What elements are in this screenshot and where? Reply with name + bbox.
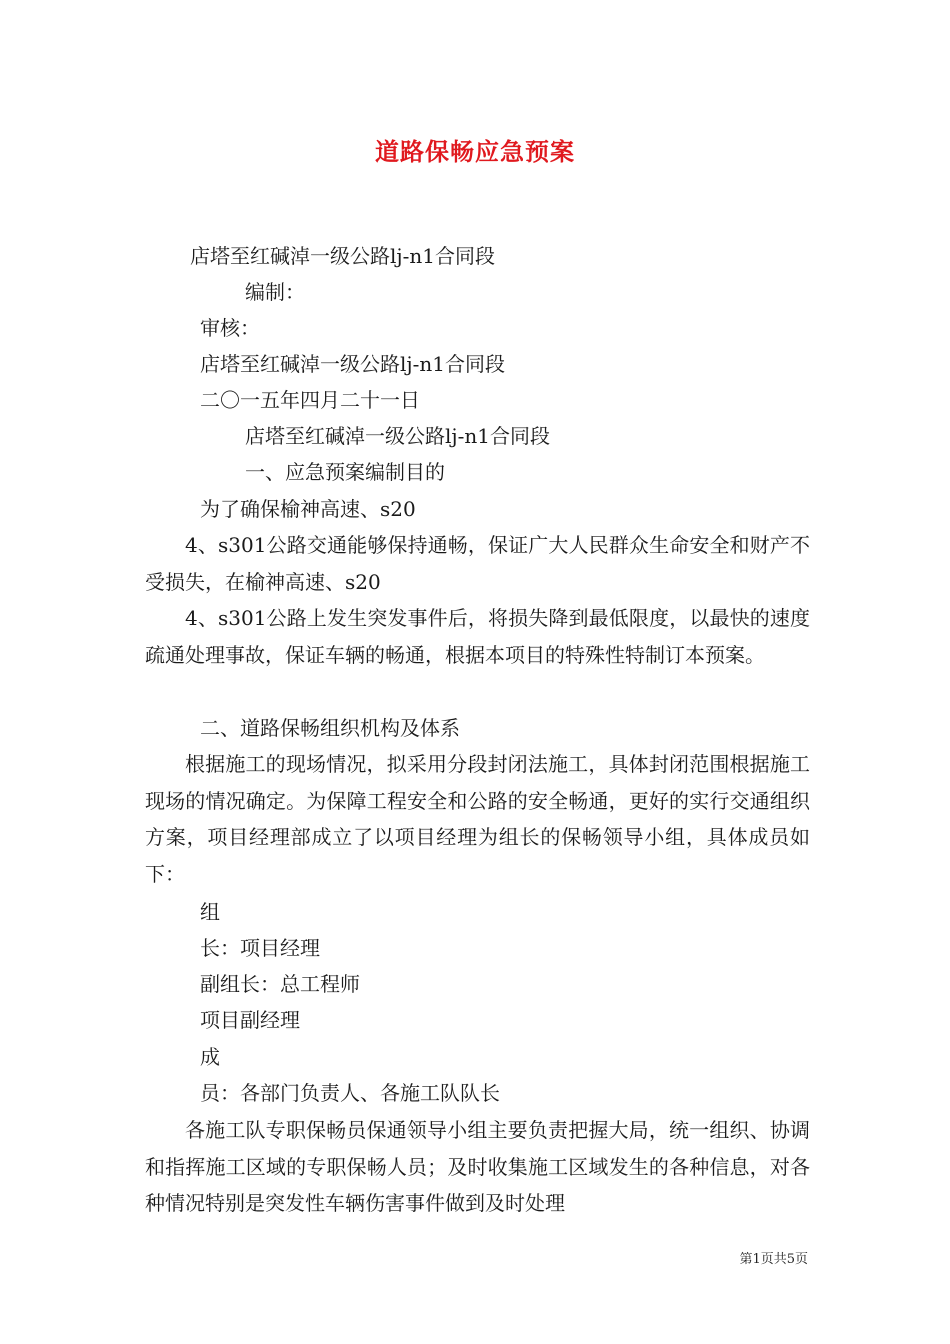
member-line-1: 组 bbox=[200, 900, 220, 924]
contract-section-line-1: 店塔至红碱淖一级公路lj-n1合同段 bbox=[190, 244, 495, 268]
paragraph-1: 4、s301公路交通能够保持通畅，保证广大人民群众生命安全和财产不受损失，在榆神高速、s20 bbox=[145, 533, 810, 594]
document-title: 道路保畅应急预案 bbox=[375, 137, 575, 166]
section-1-heading: 一、应急预案编制目的 bbox=[245, 460, 445, 484]
contract-section-line-3: 店塔至红碱淖一级公路lj-n1合同段 bbox=[245, 424, 550, 448]
compiled-by-label: 编制： bbox=[245, 280, 305, 304]
member-line-2: 长：项目经理 bbox=[200, 936, 320, 960]
purpose-line: 为了确保榆神高速、s20 bbox=[200, 497, 416, 521]
document-date: 二〇一五年四月二十一日 bbox=[200, 388, 420, 412]
paragraph-2: 4、s301公路上发生突发事件后，将损失降到最低限度，以最快的速度疏通处理事故，保证车辆的畅通，根据本项目的特殊性特制订本预案。 bbox=[145, 606, 810, 667]
contract-section-line-2: 店塔至红碱淖一级公路lj-n1合同段 bbox=[200, 352, 505, 376]
member-line-6: 员：各部门负责人、各施工队队长 bbox=[200, 1081, 500, 1105]
reviewed-by-label: 审核： bbox=[200, 316, 260, 340]
paragraph-3: 根据施工的现场情况，拟采用分段封闭法施工，具体封闭范围根据施工现场的情况确定。为保障工程安全和公路的安全畅通，更好的实行交通组织方案，项目经理部成立了以项目经理为组长的保畅领导小组，具体成员如下： bbox=[145, 752, 810, 886]
page-number: 第1页共5页 bbox=[739, 1252, 808, 1267]
member-line-5: 成 bbox=[200, 1045, 220, 1069]
member-line-4: 项目副经理 bbox=[200, 1008, 300, 1032]
section-2-heading: 二、道路保畅组织机构及体系 bbox=[200, 716, 460, 740]
member-line-3: 副组长：总工程师 bbox=[200, 972, 360, 996]
paragraph-4: 各施工队专职保畅员保通领导小组主要负责把握大局，统一组织、协调和指挥施工区域的专职保畅人员；及时收集施工区域发生的各种信息，对各种情况特别是突发性车辆伤害事件做到及时处理 bbox=[145, 1118, 810, 1215]
